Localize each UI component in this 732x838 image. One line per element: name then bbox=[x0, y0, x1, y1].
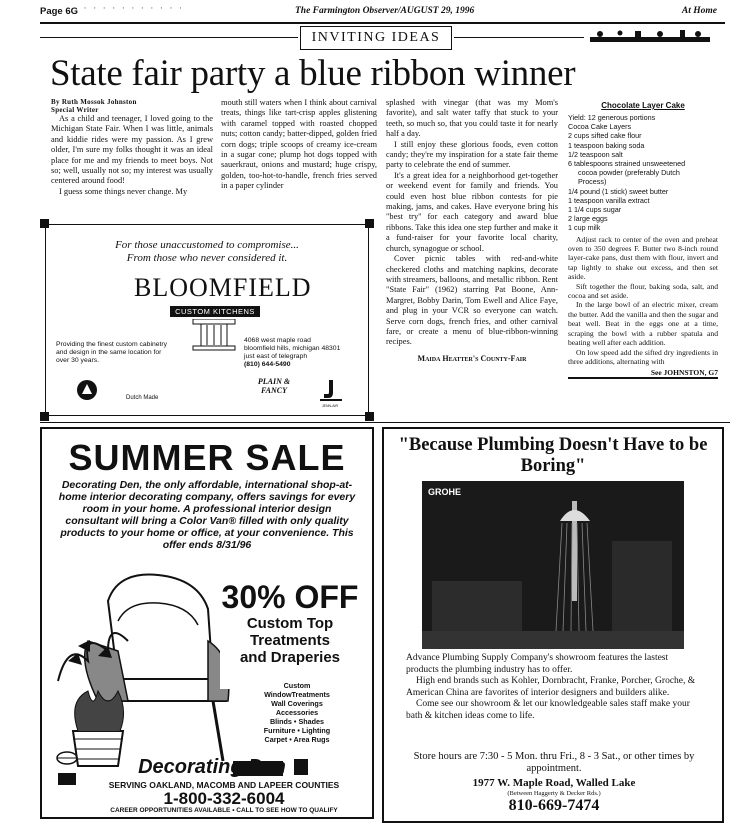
summer-phone: 1-800-332-6004 bbox=[163, 789, 285, 808]
article-column-2 bbox=[221, 98, 377, 192]
career-line: CAREER OPPORTUNITIES AVAILABLE • CALL TO SEE HOW TO QUALIFY bbox=[110, 807, 338, 814]
decorating-den-logo: Decorating Den bbox=[138, 756, 286, 778]
crop-mark bbox=[365, 412, 374, 421]
plumbing-ad bbox=[382, 427, 724, 823]
ingredient: 2 large eggs bbox=[568, 214, 608, 224]
ingredient: cocoa powder (preferably Dutch bbox=[578, 168, 680, 178]
product-item: Carpet • Area Rugs bbox=[264, 735, 330, 744]
paragraph: splashed with vinegar (that was my Mom's favorite), and salt water taffy that stuck to your teeth, so much so, that you could taste it for nearly half a day. bbox=[386, 98, 558, 139]
address-line: bloomfield hills, michigan 48301 bbox=[244, 345, 341, 352]
paragraph: Adjust rack to center of the oven and preheat oven to 350 degrees F. Butter two 8-inch round layer-cake pans, dust them with flour, invert and tap lightly to shake out excess, and then set aside. bbox=[568, 234, 718, 282]
offer-percent: 30% OFF bbox=[221, 579, 359, 615]
ingredient: 1 cup milk bbox=[568, 223, 601, 233]
paragraph: On low speed add the sifted dry ingredients in three additions, alternating with bbox=[568, 347, 718, 366]
address-line: 4068 west maple road bbox=[244, 337, 311, 344]
ingredient: Process) bbox=[578, 177, 607, 187]
paragraph: mouth still waters when I think about carnival treats, things like tart-crisp apples glistening with caramel topped with roasted chopped nuts; cotton candy; batter-dipped, golden fried corn dogs; triple scoops of creamy ice-cream in a sugar cone; plump hot dogs topped with sauerkraut, onions and mustard; huge crispy, golden, too-hot-to-handle, french fries served in a paper cylinder bbox=[221, 98, 377, 191]
product-item: Blinds • Shades bbox=[269, 717, 325, 726]
product-item: WindowTreatments bbox=[264, 690, 330, 699]
summer-sale-ad bbox=[40, 427, 374, 819]
paragraph: I guess some things never change. My bbox=[59, 186, 188, 196]
ingredient: 2 cups sifted cake flour bbox=[568, 131, 642, 141]
offer-item: Custom Top bbox=[246, 615, 334, 632]
jump-line: See JOHNSTON, G7 bbox=[568, 368, 718, 379]
bloomfield-sub: CUSTOM KITCHENS bbox=[170, 306, 260, 317]
crop-mark bbox=[40, 219, 49, 228]
paragraph: As a child and teenager, I loved going to the Michigan State Fair. When I was little, animals and kiddie rides were my passion. As I grew older, I'm sure my folks thought it was an ideal place for me and my friends to meet boys. Not so; well, usually not so; my interest was usually centered around food! bbox=[51, 114, 213, 186]
kicker: INVITING IDEAS bbox=[300, 26, 452, 50]
article-column-1 bbox=[51, 98, 213, 197]
bloomfield-ad bbox=[45, 224, 369, 416]
column-icon bbox=[189, 319, 239, 351]
plumbing-address: 1977 W. Maple Road, Walled Lake bbox=[472, 777, 636, 789]
offer-box bbox=[220, 579, 360, 689]
page-number: Page 6G bbox=[40, 6, 79, 17]
paragraph: In the large bowl of an electric mixer, cream the butter. Add the vanilla and then the sugar and beat well. Beat in the eggs one at a time, scraping the bowl with a rubber spatula and beating well after each addition. bbox=[568, 300, 718, 348]
jenn-air-text: JENN-AIR bbox=[321, 404, 339, 408]
product-item: Wall Coverings bbox=[271, 699, 323, 708]
recipe-steps bbox=[568, 235, 718, 367]
flag-icon bbox=[58, 773, 76, 785]
product-list bbox=[242, 681, 352, 744]
crop-mark bbox=[40, 412, 49, 421]
byline-role: Special Writer bbox=[51, 106, 99, 114]
bloomfield-phone: (810) 644-5490 bbox=[244, 361, 291, 368]
offer-item: and Draperies bbox=[239, 649, 341, 666]
ingredient: Yield: 12 generous portions bbox=[568, 113, 656, 122]
ad-tagline bbox=[46, 239, 368, 265]
byline bbox=[51, 98, 213, 114]
section-decoration-icon bbox=[590, 30, 710, 44]
dutch-made-logo-icon bbox=[76, 379, 98, 401]
section-name: At Home bbox=[681, 6, 717, 16]
dot-leader: · · · · · · · · · · · · bbox=[74, 4, 185, 14]
paragraph: It's a great idea for a neighborhood get-together or weekend event for family and friends. You could even host blue ribbon contests for pie making, jams, and cakes. Have everyone bring his "best try" for each category and award blue ribbons. Take this idea one step further and make it a fund-raiser for your favorite local charity, church, synagogue or school. bbox=[386, 170, 558, 253]
ingredient: 1 1/4 cups sugar bbox=[568, 205, 622, 215]
ingredient: Cocoa Cake Layers bbox=[568, 122, 632, 132]
plumbing-text bbox=[406, 653, 702, 722]
publication-line: The Farmington Observer/AUGUST 29, 1996 bbox=[295, 6, 475, 16]
recipe-column bbox=[568, 101, 718, 379]
plumbing-phone: 810-669-7474 bbox=[508, 797, 600, 814]
tagline-2: From those who never considered it. bbox=[126, 252, 288, 264]
globe-icon bbox=[56, 751, 78, 765]
product-item: Furniture • Lighting bbox=[263, 726, 331, 735]
product-item: Accessories bbox=[275, 708, 319, 717]
bloomfield-desc: Providing the finest custom cabinetry and design in the same location for over 30 years. bbox=[56, 341, 168, 364]
ingredient: 1/4 pound (1 stick) sweet butter bbox=[568, 186, 669, 196]
plain-fancy-logo: PLAIN & FANCY bbox=[257, 377, 291, 395]
article-column-3 bbox=[386, 98, 558, 364]
paragraph: Advance Plumbing Supply Company's showroom features the lastest products the plumbing industry has to offer. bbox=[406, 653, 669, 675]
masthead-rule bbox=[40, 22, 725, 24]
ingredient-list bbox=[568, 113, 718, 233]
headline: State fair party a blue ribbon winner bbox=[50, 53, 576, 94]
serving-area: SERVING OAKLAND, MACOMB AND LAPEER COUNTIES bbox=[108, 780, 340, 790]
paragraph: Cover picnic tables with red-and-white checkered cloths and matching napkins, decorate with streamers, balloons, and metallic ribbon. Rent "State Fair" (1962) starring Pat Boone, Ann-Margret, Bobby Darin, Tom Ewell and Alice Faye, and plug in your VCR so everyone can watch. Serve corn dogs, french fries, and other carnival fare, or create a menu of blue-ribbon-winning recipes. bbox=[386, 254, 558, 347]
summer-sale-body: Decorating Den, the only affordable, international shop-at-home interior decorating company, offers savings for every room in your home. A professional interior design consultant will bring a Color Van® filled with only quality products to your home or office, at your convenience. This offer ends 8/31/96 bbox=[58, 479, 356, 551]
bloomfield-logo: BLOOMFIELD bbox=[134, 273, 312, 302]
recipe-subhead: Maida Heatter's County-Fair bbox=[417, 353, 527, 363]
bloomfield-address bbox=[244, 337, 364, 369]
showroom-photo bbox=[422, 481, 684, 649]
kicker-rule-left bbox=[40, 37, 298, 38]
paragraph: Sift together the flour, baking soda, salt, and cocoa and set aside. bbox=[568, 281, 718, 301]
offer-item: Treatments bbox=[249, 632, 331, 649]
kicker-rule-right bbox=[454, 37, 584, 38]
shower-photo-icon bbox=[422, 481, 684, 649]
recipe-title: Chocolate Layer Cake bbox=[601, 101, 685, 110]
ingredient: 1 teaspoon baking soda bbox=[568, 140, 645, 150]
paragraph: Come see our showroom & let our knowledgeable sales staff make your bath & kitchen ideas come to life. bbox=[406, 699, 690, 721]
ingredient: 6 tablespoons strained unsweetened bbox=[568, 159, 686, 169]
ingredient: 1/2 teaspoon salt bbox=[568, 149, 623, 159]
masthead bbox=[40, 6, 725, 20]
tagline-1: For those unaccustomed to compromise... bbox=[115, 239, 299, 251]
section-rule bbox=[40, 422, 730, 423]
dutch-made-text: Dutch Made bbox=[126, 395, 159, 401]
store-hours: Store hours are 7:30 - 5 Mon. thru Fri., 8 - 3 Sat., or other times by appointment. bbox=[413, 751, 695, 774]
paragraph: I still enjoy these glorious foods, even cotton candy; they're my inspiration for a state fair theme party to celebrate the end of summer. bbox=[386, 139, 558, 170]
offer-items bbox=[220, 615, 360, 666]
jenn-air-logo-icon bbox=[318, 379, 344, 401]
paragraph: High end brands such as Kohler, Dornbracht, Franke, Porcher, Groche, & American China are favorites of interior designers and builders alike. bbox=[406, 676, 696, 698]
address-line: just east of telegraph bbox=[244, 353, 308, 360]
product-item: Custom bbox=[283, 681, 311, 690]
plumbing-cross-streets: (Between Haggerty & Decker Rds.) bbox=[507, 790, 601, 797]
plumbing-headline: "Because Plumbing Doesn't Have to be Boring" bbox=[398, 435, 708, 476]
crop-mark bbox=[365, 219, 374, 228]
grohe-label: GROHE bbox=[428, 487, 462, 497]
summer-sale-title: SUMMER SALE bbox=[68, 437, 346, 478]
ingredient: 1 teaspoon vanilla extract bbox=[568, 195, 650, 205]
byline-author: By Ruth Mossok Johnston bbox=[51, 98, 137, 106]
dd-mark-icon bbox=[294, 759, 308, 775]
